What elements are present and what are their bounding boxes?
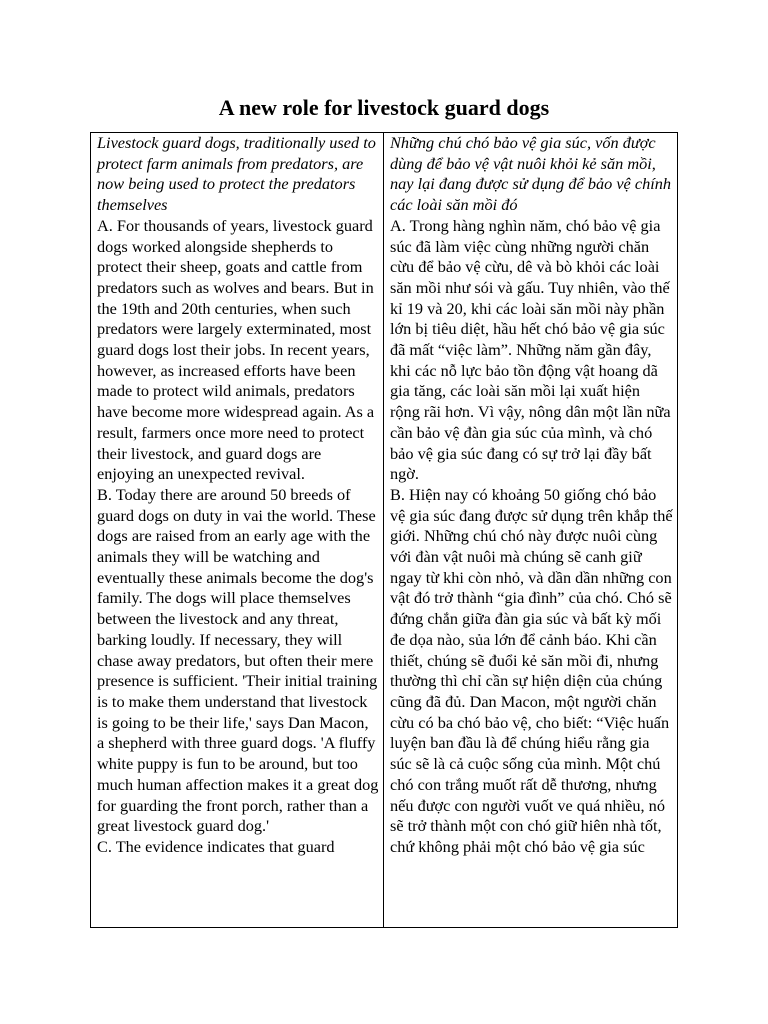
page-title: A new role for livestock guard dogs <box>218 95 550 120</box>
english-subtitle: Livestock guard dogs, traditionally used to protect farm animals from predators, are now being used to protect the predators themselves <box>97 133 376 215</box>
english-paragraph-a: A. For thousands of years, livestock guard dogs worked alongside shepherds to protect their sheep, goats and cattle from predators such as wolves and bears. But in the 19th and 20th centuries, when such predators were largely exterminated, most guard dogs lost their jobs. In recent years, however, as increased efforts have been made to protect wild animals, predators have become more widespread again. As a result, farmers once more need to protect their livestock, and guard dogs are enjoying an unexpected revival. <box>97 215 375 484</box>
vietnamese-paragraph-a: A. Trong hàng nghìn năm, chó bảo vệ gia súc đã làm việc cùng những người chăn cừu để bảo vệ cừu, dê và bò khỏi các loài săn mồi như sói và gấu. Tuy nhiên, vào thế kỉ 19 và 20, khi các loài săn mồi này phần lớn bị tiêu diệt, hầu hết chó bảo vệ gia súc đã mất “việc làm”. Những năm gần đây, khi các nỗ lực bảo tồn động vật hoang dã gia tăng, các loài săn mồi lại xuất hiện rộng rãi hơn. Vì vậy, nông dân một lần nữa cần bảo vệ đàn gia súc của mình, và chó bảo vệ gia súc đang có sự trở lại đầy bất ngờ. <box>390 215 671 484</box>
vietnamese-subtitle: Những chú chó bảo vệ gia súc, vốn được dùng để bảo vệ vật nuôi khỏi kẻ săn mồi, nay lại đang được sử dụng để bảo vệ chính các loài săn mồi đó <box>390 133 672 215</box>
bilingual-table <box>90 132 678 928</box>
english-paragraph-b: B. Today there are around 50 breeds of guard dogs on duty in vai the world. These dogs are raised from an early age with the animals they will be watching and eventually these animals become the dog's family. The dogs will place themselves between the livestock and any threat, barking loudly. If necessary, they will chase away predators, but often their mere presence is sufficient. 'Their initial training is to make them understand that livestock is going to be their life,' says Dan Macon, a shepherd with three guard dogs. 'A fluffy white puppy is fun to be around, but too much human affection makes it a great dog for guarding the front porch, rather than a great livestock guard dog.' <box>97 484 379 836</box>
english-paragraph-c: C. The evidence indicates that guard <box>97 836 335 856</box>
vietnamese-column <box>384 133 677 927</box>
english-column <box>91 133 384 927</box>
vietnamese-paragraph-b: B. Hiện nay có khoảng 50 giống chó bảo vệ gia súc đang được sử dụng trên khắp thế giới. Những chú chó này được nuôi cùng với đàn vật nuôi mà chúng sẽ canh giữ ngay từ khi còn nhỏ, và dần dần những con vật đó trở thành “gia đình” của chó. Chó sẽ đứng chắn giữa đàn gia súc và bất kỳ mối đe dọa nào, sủa lớn để cảnh báo. Khi cần thiết, chúng sẽ đuổi kẻ săn mồi đi, nhưng thường thì chỉ cần sự hiện diện của chúng cũng đã đủ. Dan Macon, một người chăn cừu có ba chó bảo vệ, cho biết: “Việc huấn luyện ban đầu là để chúng hiểu rằng gia súc sẽ là cả cuộc sống của mình. Một chú chó con trắng muốt rất dễ thương, nhưng nếu được con người vuốt ve quá nhiều, nó sẽ trở thành một con chó giữ hiên nhà tốt, chứ không phải một chó bảo vệ gia súc <box>390 484 673 856</box>
